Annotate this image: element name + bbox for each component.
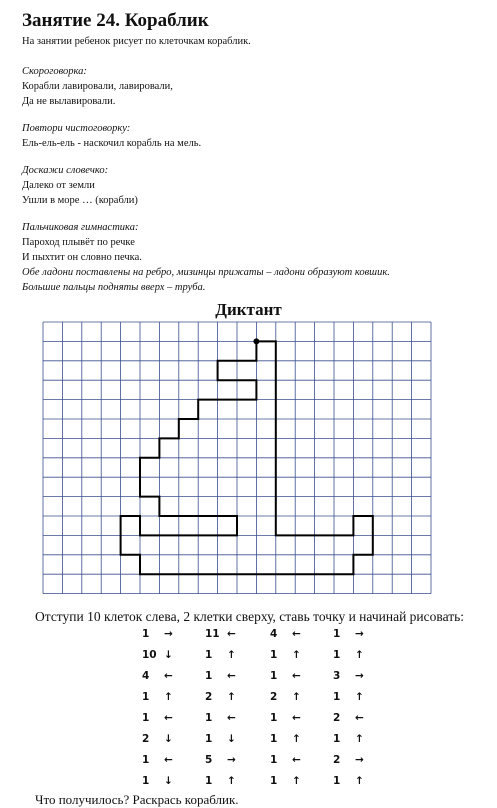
step-count: 1: [270, 754, 278, 766]
step-count: 1: [142, 691, 150, 703]
section-italic-line: Большие пальцы подняты вверх – труба.: [22, 282, 206, 293]
section-line: И пыхтит он словно печка.: [22, 252, 142, 263]
step-count: 1: [270, 712, 278, 724]
dictation-title: Диктант: [215, 300, 282, 319]
step-count: 1: [142, 628, 150, 640]
direction-arrow-icon: ↑: [355, 691, 364, 703]
step-count: 3: [333, 670, 341, 682]
step-count: 5: [205, 754, 213, 766]
section-line: Ель-ель-ель - наскочил корабль на мель.: [22, 138, 202, 149]
section-line: Пароход плывёт по речке: [22, 237, 135, 248]
step-count: 1: [205, 775, 213, 787]
step-count: 1: [270, 649, 278, 661]
step-count: 1: [333, 628, 341, 640]
direction-arrow-icon: ←: [227, 712, 236, 724]
step-count: 1: [270, 775, 278, 787]
direction-arrow-icon: ↓: [164, 775, 173, 787]
footer-question: Что получилось? Раскрась кораблик.: [35, 792, 239, 807]
step-count: 1: [270, 670, 278, 682]
direction-arrow-icon: →: [227, 754, 236, 766]
step-count: 2: [142, 733, 150, 745]
direction-arrow-icon: ↑: [355, 733, 364, 745]
section-line: Ушли в море … (корабли): [22, 195, 138, 206]
section-line: Корабли лавировали, лавировали,: [22, 81, 173, 92]
step-count: 1: [333, 775, 341, 787]
direction-arrow-icon: ↑: [227, 775, 236, 787]
section-heading: Доскажи словечко:: [22, 165, 109, 176]
section-italic-line: Обе ладони поставлены на ребро, мизинцы прижаты – ладони образуют ковшик.: [22, 267, 390, 278]
step-count: 1: [142, 754, 150, 766]
step-count: 2: [205, 691, 213, 703]
step-count: 2: [333, 754, 341, 766]
direction-arrow-icon: ←: [292, 628, 301, 640]
direction-arrow-icon: ↓: [227, 733, 236, 745]
direction-arrow-icon: ↑: [164, 691, 173, 703]
section-heading: Повтори чистоговорку:: [22, 123, 131, 134]
step-count: 2: [270, 691, 278, 703]
direction-arrow-icon: →: [355, 628, 364, 640]
step-count: 11: [205, 628, 220, 640]
step-count: 1: [205, 670, 213, 682]
direction-arrow-icon: ↓: [164, 649, 173, 661]
direction-arrow-icon: →: [355, 670, 364, 682]
direction-arrow-icon: ↑: [292, 733, 301, 745]
step-count: 4: [142, 670, 150, 682]
step-count: 1: [333, 691, 341, 703]
section-line: Да не вылавировали.: [22, 96, 116, 107]
direction-arrow-icon: ←: [292, 754, 301, 766]
direction-arrow-icon: ←: [227, 628, 236, 640]
section-line: Далеко от земли: [22, 180, 95, 191]
lesson-subtitle: На занятии ребенок рисует по клеточкам кораблик.: [22, 36, 251, 47]
direction-arrow-icon: ↑: [227, 691, 236, 703]
step-count: 1: [142, 775, 150, 787]
direction-arrow-icon: ←: [292, 712, 301, 724]
direction-arrow-icon: ↑: [292, 649, 301, 661]
start-dot: [253, 338, 259, 344]
direction-arrow-icon: ↑: [355, 775, 364, 787]
direction-arrow-icon: ↑: [292, 775, 301, 787]
step-count: 10: [142, 649, 157, 661]
direction-arrow-icon: ←: [164, 670, 173, 682]
step-count: 1: [142, 712, 150, 724]
direction-arrow-icon: ←: [355, 712, 364, 724]
step-count: 1: [333, 733, 341, 745]
step-count: 1: [205, 733, 213, 745]
direction-arrow-icon: ←: [164, 754, 173, 766]
direction-arrow-icon: ↑: [355, 649, 364, 661]
direction-arrow-icon: ←: [164, 712, 173, 724]
direction-arrow-icon: ↑: [292, 691, 301, 703]
section-heading: Скороговорка:: [22, 66, 87, 77]
direction-arrow-icon: ↑: [227, 649, 236, 661]
step-count: 2: [333, 712, 341, 724]
step-count: 1: [205, 712, 213, 724]
section-heading: Пальчиковая гимнастика:: [22, 222, 139, 233]
step-count: 1: [333, 649, 341, 661]
step-count: 1: [270, 733, 278, 745]
direction-arrow-icon: →: [355, 754, 364, 766]
direction-arrow-icon: →: [164, 628, 173, 640]
direction-arrow-icon: ←: [227, 670, 236, 682]
step-count: 4: [270, 628, 278, 640]
lesson-title: Занятие 24. Кораблик: [22, 10, 209, 31]
direction-arrow-icon: ←: [292, 670, 301, 682]
direction-arrow-icon: ↓: [164, 733, 173, 745]
step-count: 1: [205, 649, 213, 661]
dictation-instruction: Отступи 10 клеток слева, 2 клетки сверху, ставь точку и начинай рисовать:: [35, 609, 465, 624]
